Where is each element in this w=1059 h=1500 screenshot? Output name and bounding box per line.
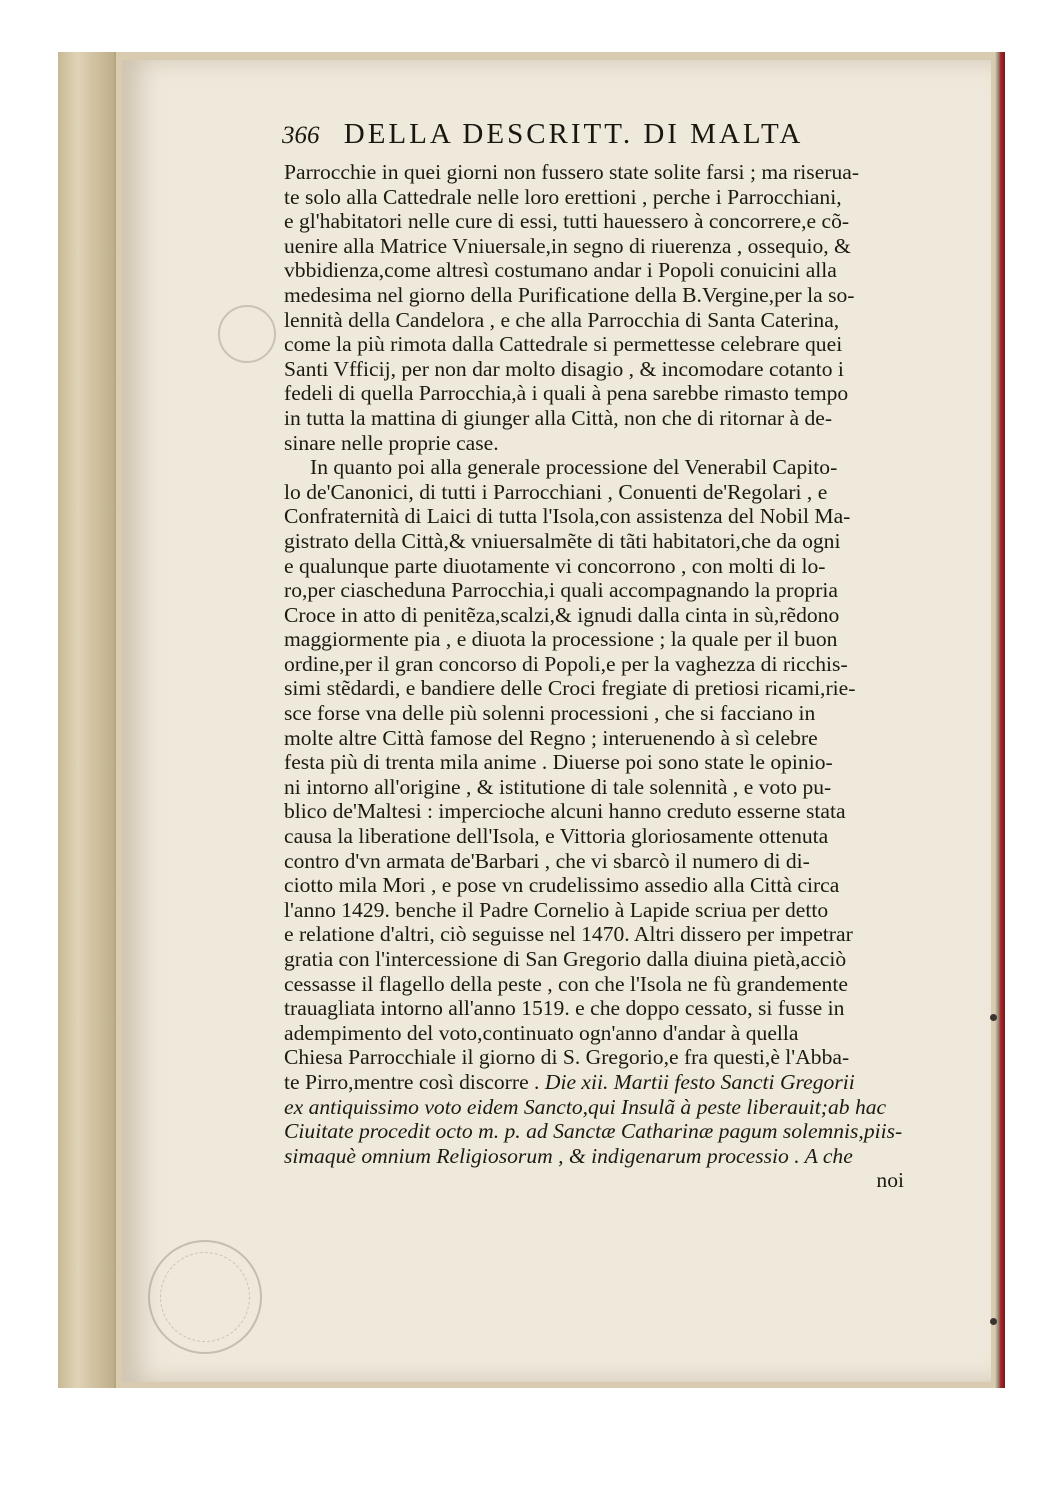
text-line: ni intorno all'origine , & istitutione di tale solennità , e voto pu-: [284, 774, 832, 799]
text-line: uenire alla Matrice Vniuersale,in segno di riuerenza , ossequio, &: [284, 233, 851, 258]
text-line: e relatione d'altri, ciò seguisse nel 1470. Altri dissero per impetrar: [284, 922, 853, 947]
text-line: In quanto poi alla generale processione del Venerabil Capito-: [310, 455, 838, 480]
text-line: fedeli di quella Parrocchia,à i quali à pena sarebbe rimasto tempo: [284, 381, 849, 406]
text-line: Croce in atto di penitẽza,scalzi,& ignudi dalla cinta in sù,rẽdono: [284, 602, 840, 627]
text-line: ciotto mila Mori , e pose vn crudelissimo assedio alla Città circa: [284, 873, 840, 898]
text-line: simi stẽdardi, e bandiere delle Croci fregiate di pretiosi ricami,rie-: [284, 676, 856, 701]
text-line: noi: [876, 1168, 904, 1193]
text-line: contro d'vn armata de'Barbari , che vi sbarcò il numero di di-: [284, 848, 810, 873]
text-line: sce forse vna delle più solenni processioni , che si facciano in: [284, 701, 816, 726]
running-title: DELLA DESCRITT. DI MALTA: [343, 118, 804, 150]
text-line: gistrato della Città,& vniuersalmẽte di tãti habitatori,che da ogni: [284, 528, 841, 553]
library-stamp: [148, 1240, 262, 1354]
text-line: Confraternità di Laici di tutta l'Isola,con assistenza del Nobil Ma-: [284, 504, 851, 529]
text-line: causa la liberatione dell'Isola, e Vittoria gloriosamente ottenuta: [284, 824, 829, 849]
text-line: adempimento del voto,continuato ogn'anno d'andar à quella: [284, 1020, 799, 1045]
text-line: lo de'Canonici, di tutti i Parrocchiani , Conuenti de'Regolari , e: [284, 479, 828, 504]
text-line: molte altre Città famose del Regno ; interuenendo à sì celebre: [284, 725, 818, 750]
text-line: te solo alla Cattedrale nelle loro erettioni , perche i Parrocchiani,: [284, 184, 842, 209]
text-line: e gl'habitatori nelle cure di essi, tutti hauessero à concorrere,e cõ-: [284, 209, 850, 234]
text-line: in tutta la mattina di giunger alla Città, non che di ritornar à de-: [284, 405, 833, 430]
text-line: vbbidienza,come altresì costumano andar i Popoli conuicini alla: [284, 258, 837, 283]
text-line: e qualunque parte diuotamente vi concorrono , con molti di lo-: [284, 553, 826, 578]
text-line: lennità della Candelora , e che alla Parrocchia di Santa Caterina,: [284, 307, 840, 332]
running-header: [282, 118, 862, 156]
library-stamp-faint: [218, 305, 276, 363]
text-line: Ciuitate procedit octo m. p. ad Sanctæ Catharinæ pagum solemnis,piis-: [284, 1119, 903, 1144]
text-line: Santi Vfficij, per non dar molto disagio , & incomodare cotanto i: [284, 356, 844, 381]
page-edge: [995, 52, 1005, 1388]
text-line: blico de'Maltesi : impercioche alcuni hanno creduto esserne stata: [284, 799, 846, 824]
text-line: te Pirro,mentre così discorre . Die xii. Martii festo Sancti Gregorii: [284, 1069, 855, 1094]
text-line: medesima nel giorno della Purificatione della B.Vergine,per la so-: [284, 282, 855, 307]
text-line: simaquè omnium Religiosorum , & indigenarum processio . A che: [284, 1143, 853, 1168]
text-line: festa più di trenta mila anime . Diuerse poi sono state le opinio-: [284, 750, 833, 775]
text-line: ordine,per il gran concorso di Popoli,e per la vaghezza di ricchis-: [284, 651, 848, 676]
book-spine: [58, 52, 116, 1388]
text-line: l'anno 1429. benche il Padre Cornelio à Lapide scriua per detto: [284, 897, 829, 922]
text-line: gratia con l'intercessione di San Gregorio dalla diuina pietà,acciò: [284, 947, 847, 971]
text-line: ex antiquissimo voto eidem Sancto,qui Insulã à peste liberauit;ab hac: [284, 1094, 887, 1119]
page-hole: [990, 1014, 997, 1021]
text-line: cessasse il flagello della peste , con che l'Isola ne fù grandemente: [284, 971, 848, 996]
body-text: [284, 160, 934, 1193]
page-number: 366: [282, 122, 320, 149]
text-line: come la più rimota dalla Cattedrale si permettesse celebrare quei: [284, 332, 843, 357]
text-line: sinare nelle proprie case.: [284, 430, 499, 455]
text-line: maggiormente pia , e diuota la processione ; la quale per il buon: [284, 627, 838, 652]
text-line: ro,per ciascheduna Parrocchia,i quali accompagnando la propria: [284, 578, 838, 603]
text-line: Chiesa Parrocchiale il giorno di S. Gregorio,e fra questi,è l'Abba-: [284, 1045, 850, 1070]
text-line: Parrocchie in quei giorni non fussero state solite farsi ; ma riserua-: [284, 160, 860, 184]
page-hole: [990, 1318, 997, 1325]
text-line: trauagliata intorno all'anno 1519. e che doppo cessato, si fusse in: [284, 996, 845, 1021]
